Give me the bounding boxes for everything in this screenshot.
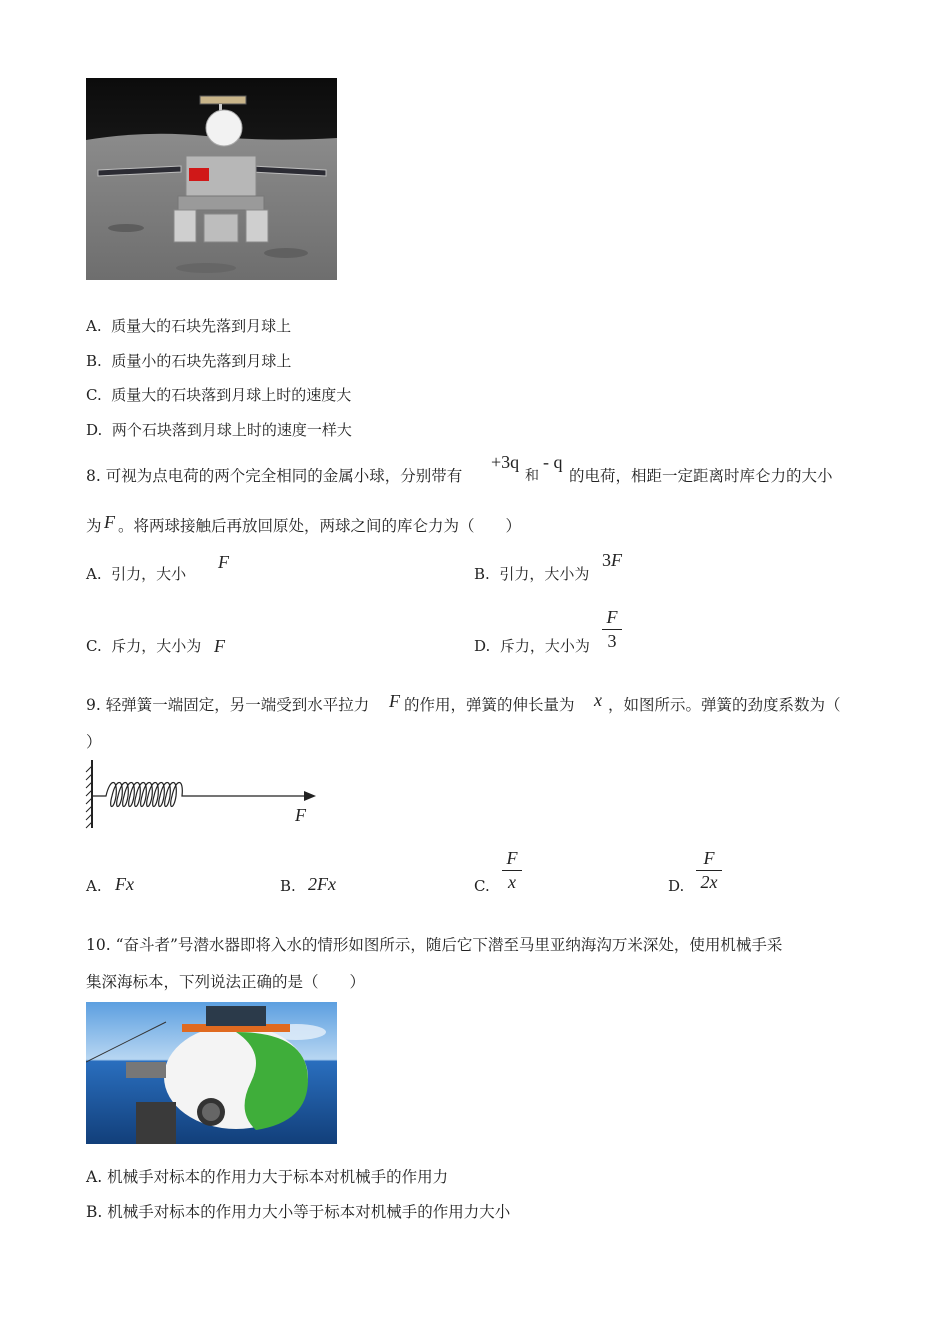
q9-stem-line1-b: 的作用，弹簧的伸长量为 — [404, 696, 575, 714]
q8-option-d-denominator: 3 — [607, 631, 617, 651]
q9-option-d-denominator: 2x — [700, 872, 718, 892]
q8-option-d: D. 斥力，大小为 — [474, 637, 590, 655]
q8-option-d-numerator: F — [606, 607, 618, 627]
q9-option-c-fraction — [502, 848, 522, 893]
q8-option-b-value: 3F — [602, 550, 622, 570]
q10-option-a: A. 机械手对标本的作用力大于标本对机械手的作用力 — [86, 1168, 449, 1186]
fraction-bar — [602, 629, 622, 630]
q8-stem-line2-a: 为 — [86, 517, 102, 535]
fraction-bar — [502, 870, 522, 871]
fraction-bar — [696, 870, 722, 871]
q10-option-b: B. 机械手对标本的作用力大小等于标本对机械手的作用力大小 — [86, 1203, 511, 1221]
q8-option-d-fraction — [602, 607, 622, 652]
q7-option-a: A. 质量大的石块先落到月球上 — [86, 317, 292, 335]
q8-charge-minus-q: - q — [543, 452, 563, 472]
lunar-rover-photo — [86, 78, 337, 280]
q8-option-b: B. 引力，大小为 — [474, 565, 590, 583]
q9-stem-line1-a: 9. 轻弹簧一端固定，另一端受到水平拉力 — [86, 696, 370, 714]
q8-conjunction: 和 — [525, 468, 539, 484]
q8-force-symbol: F — [104, 512, 115, 532]
q8-charge-plus3q: +3q — [491, 452, 520, 472]
q8-option-a-value: F — [218, 552, 229, 572]
q8-option-c-value: F — [214, 636, 225, 656]
q7-option-b: B. 质量小的石块先落到月球上 — [86, 352, 292, 370]
submersible-photo — [86, 1002, 337, 1144]
q9-option-d-numerator: F — [703, 848, 715, 868]
q8-stem-line1-b: 的电荷，相距一定距离时库仑力的大小 — [569, 467, 833, 485]
q9-option-b: B. — [280, 877, 296, 895]
q9-option-d: D. — [668, 877, 685, 895]
q8-stem-line2-b: 。将两球接触后再放回原处，两球之间的库仑力为（ ） — [118, 517, 522, 535]
q9-option-d-fraction — [696, 848, 722, 893]
q9-option-c-numerator: F — [506, 848, 518, 868]
q9-extension-symbol: x — [594, 690, 602, 710]
q9-stem-line1-c: ，如图所示。弹簧的劲度系数为（ — [608, 696, 841, 714]
q9-option-c: C. — [474, 877, 490, 895]
q9-stem-line2: ） — [86, 733, 102, 751]
q10-stem-line2: 集深海标本，下列说法正确的是（ ） — [86, 973, 366, 991]
q10-stem-line1: 10. “奋斗者”号潜水器即将入水的情形如图所示，随后它下潜至马里亚纳海沟万米深处，使用机械手采 — [86, 936, 783, 954]
q9-option-c-denominator: x — [508, 872, 516, 892]
q9-option-b-value: 2Fx — [308, 874, 336, 894]
spring-diagram — [84, 758, 324, 830]
q8-stem-line1-a: 8. 可视为点电荷的两个完全相同的金属小球，分别带有 — [86, 467, 463, 485]
spring-force-label: F — [295, 805, 306, 825]
q9-option-a-value: Fx — [115, 874, 134, 894]
q8-option-a: A. 引力，大小 — [86, 565, 187, 583]
q9-option-a: A. — [86, 877, 102, 895]
q7-option-d: D. 两个石块落到月球上时的速度一样大 — [86, 421, 352, 439]
q9-force-symbol: F — [389, 691, 400, 711]
q7-option-c: C. 质量大的石块落到月球上时的速度大 — [86, 386, 352, 404]
q8-option-c: C. 斥力，大小为 — [86, 637, 202, 655]
